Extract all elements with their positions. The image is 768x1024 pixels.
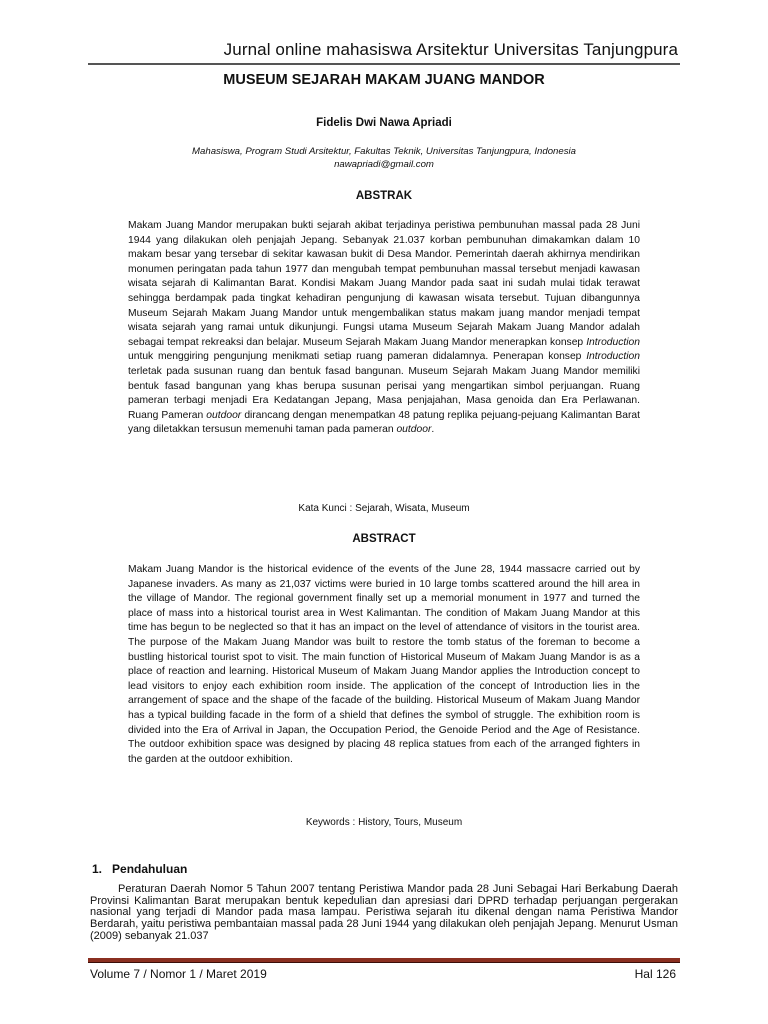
abstrak-text: untuk menggiring pengunjung menikmati setiap ruang pameran didalamnya. Penerapan konsep [128,351,587,363]
abstrak-body [128,219,640,438]
abstrak-text: terletak pada susunan ruang dan bentuk fasad bangunan. Museum Sejarah Makam Juang Mandor memiliki bentuk fasad bangunan yang khas berupa susunan perisai yang mengartikan simbol perjuangan. Ruang pameran terbagi menjadi Era Kedatangan Jepang, Masa penjajahan, Masa genoida dan Era Perlawanan. Ruang Pameran [128,365,640,421]
intro-paragraph: Peraturan Daerah Nomor 5 Tahun 2007 tentang Peristiwa Mandor pada 28 Juni Sebagai Hari Berkabung Daerah Provinsi Kalimantan Barat merupakan bentuk kepedulian dan apresiasi dari DPRD terhadap perjuangan pergerakan nasional yang terjadi di Mandor pada masa lampau. Peristiwa sejarah itu dikenal dengan nama Peristiwa Mandor Berdarah, yaitu peristiwa pembantaian massal pada 28 Juni 1944 yang dilakukan oleh penjajah Jepang. Menurut Usman (2009) sebanyak 21.037 [90,883,678,942]
abstract-keywords: Keywords : History, Tours, Museum [305,817,463,828]
abstrak-text: Makam Juang Mandor merupakan bukti sejarah akibat terjadinya peristiwa pembunuhan massal pada 28 Juni 1944 yang dilakukan oleh penjajah Jepang. Sebanyak 21.037 korban pembunuhan dimakamkan dalam 10 makam besar yang tersebar di sekitar kawasan bukit di Desa Mandor. Pemerintah daerah akhirnya mendirikan monumen peringatan pada tahun 1977 dan mengubah tempat pembunuhan massal tersebut menjadi kawasan wisata sejarah di Kalimantan Barat. Kondisi Makam Juang Mandor pada saat ini sudah mulai tidak terawat sehingga berdampak pada tingkat kehadiran pengunjung di kawasan wisata tersebut. Tujuan dibangunnya Museum Sejarah Makam Juang Mandor untuk mengembalikan status makam juang mandor menjadi tempat wisata sejarah yang ramai untuk dikunjungi. Fungsi utama Museum Sejarah Makam Juang Mandor adalah sebagai tempat rekreaksi dan belajar. Museum Sejarah Makam Juang Mandor menerapkan konsep [128,220,640,348]
journal-header: Jurnal online mahasiswa Arsitektur Universitas Tanjungpura [223,40,678,59]
footer-rule [88,958,680,963]
abstract-body: Makam Juang Mandor is the historical evidence of the events of the June 28, 1944 massacre carried out by Japanese invaders. As many as 21,037 victims were buried in 10 large tombs scattered around the hill area in the village of Mandor. The regional government finally set up a memorial monument in 1977 and turned the place of mass into a historical tourist area in West Kalimantan. The condition of Makam Juang Mandor at this time has begun to be neglected so that it has an impact on the level of attendance of visitors in the tourist area. The purpose of the Makam Juang Mandor was built to restore the tomb status of the foreman to become a bustling historical tourist spot to visit. The main function of Historical Museum of Makam Juang Mandor is as a place of reaction and learning. Historical Museum of Makam Juang Mandor applies the Introduction concept to lead visitors to enjoy each exhibition room inside. The application of the concept of Introduction lies in the arrangement of space and the shape of the facade of the building. Historical Museum of Makam Juang Mandor has a typical building facade in the form of a shield that defines the symbol of struggle. The exhibition room is divided into the Era of Arrival in Japan, the Occupation Period, the Genoide Period and the Age of Resistance. The outdoor exhibition space was designed by placing 48 replica statues from each of the arranged fighters in the garden at the outdoor exhibition. [128,564,640,765]
abstrak-emphasis: Introduction [586,336,640,348]
author-email: nawapriadi@gmail.com [334,159,434,170]
abstrak-emphasis: outdoor [206,409,242,421]
author-affiliation [0,145,768,171]
abstrak-emphasis: outdoor [396,424,432,436]
abstrak-heading: ABSTRAK [355,190,413,202]
author-name: Fidelis Dwi Nawa Apriadi [316,117,452,129]
paper-title: MUSEUM SEJARAH MAKAM JUANG MANDOR [223,72,545,88]
abstrak-text: . [431,424,435,436]
section-heading-pendahuluan: 1. Pendahuluan [92,862,188,876]
footer-volume: Volume 7 / Nomor 1 / Maret 2019 [90,967,267,981]
abstrak-keywords: Kata Kunci : Sejarah, Wisata, Museum [298,503,470,514]
abstrak-emphasis: Introduction [586,351,640,363]
header-rule [88,63,680,65]
footer-page-number: Hal 126 [634,967,676,981]
abstrak-text: dirancang dengan menempatkan 48 patung replika pejuang-pejuang Kalimantan Barat yang diletakkan tersusun memenuhi taman pada pameran [128,409,640,436]
affiliation-text: Mahasiswa, Program Studi Arsitektur, Fakultas Teknik, Universitas Tanjungpura, Indonesia [192,146,576,157]
abstract-heading: ABSTRACT [352,533,416,545]
